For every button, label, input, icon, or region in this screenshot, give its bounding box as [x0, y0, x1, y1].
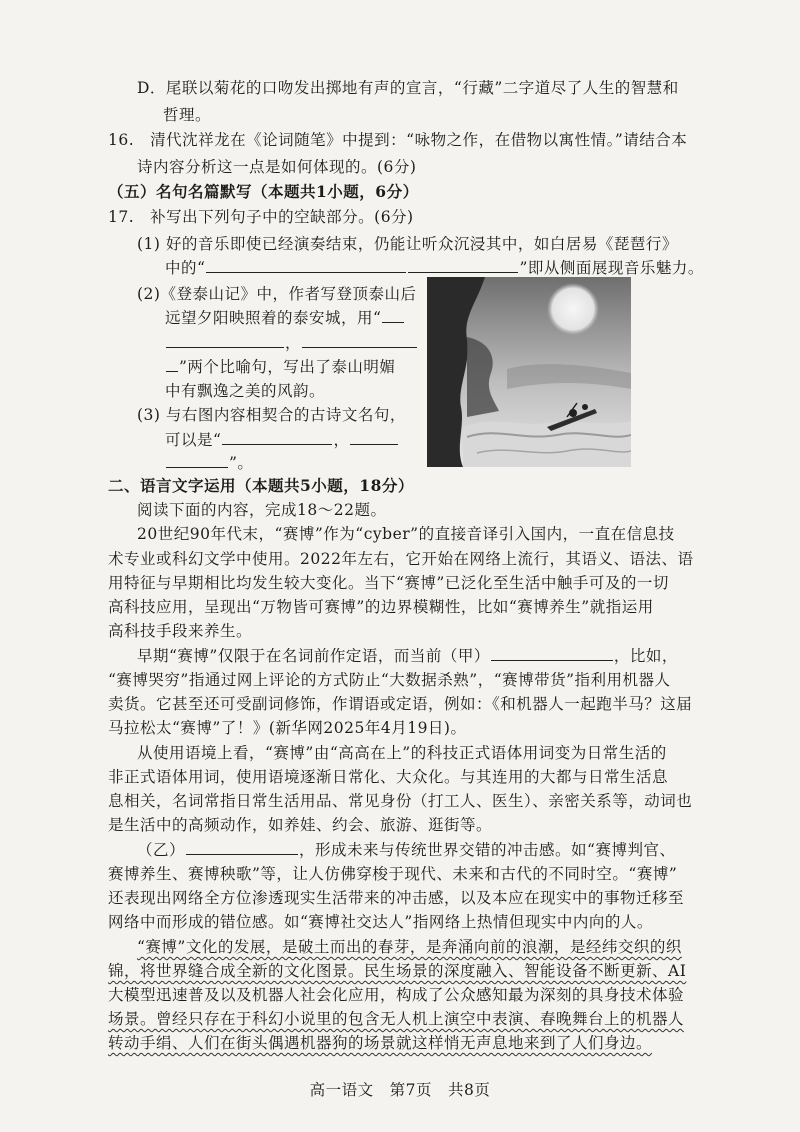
answer-blank-jia[interactable]: [491, 646, 613, 661]
page-footer: 高一语文 第7页 共8页: [309, 1081, 491, 1099]
paragraph-5-line-4: 场景。曾经只存在于科幻小说里的包含无人机上演空中表演、春晚舞台上的机器人: [108, 1010, 685, 1028]
option-d: D．尾联以菊花的口吻发出掷地有声的宣言，“行藏”二字道尽了人生的智慧和: [137, 79, 679, 97]
answer-blank[interactable]: [408, 258, 518, 273]
q17-item-3-cont2: ”。: [165, 453, 253, 473]
paragraph-4-line-2: 赛博养生、赛博秧歌”等，让人仿佛穿梭于现代、未来和古代的不同时空。“赛博”: [108, 865, 678, 883]
paragraph-2-line-2: “赛博哭穷”指通过网上评论的方式防止“大数据杀熟”，“赛博带货”指利用机器人: [108, 671, 671, 689]
paragraph-1-line-2: 术专业或科幻文学中使用。2022年左右，它开始在网络上流行，其语义、语法、语: [108, 550, 694, 568]
q17-item-2-cont2: ”两个比喻句，写出了泰山明媚: [165, 357, 395, 377]
section-2-heading: 二、语言文字运用（本题共5小题，18分）: [108, 476, 414, 495]
paragraph-2-line-4: 马拉松太“赛博”了！》(新华网2025年4月19日)。: [108, 719, 467, 737]
answer-blank[interactable]: [166, 333, 284, 348]
paragraph-3-line-2: 非正式语体用词，使用语境逐渐日常化、大众化。与其连用的大都与日常生活息: [108, 768, 669, 786]
answer-blank[interactable]: [206, 258, 406, 273]
paragraph-3-line-1: 从使用语境上看，“赛博”由“高高在上”的科技正式语体用词变为日常生活的: [137, 744, 667, 762]
section-5-heading: （五）名句名篇默写（本题共1小题，6分）: [108, 182, 419, 201]
answer-blank[interactable]: [350, 430, 398, 445]
landscape-painting: [427, 277, 631, 467]
option-d-cont: 哲理。: [163, 106, 212, 124]
question-16: 16. 清代沈祥龙在《论词随笔》中提到：“咏物之作，在借物以寓性情。”请结合本: [108, 131, 688, 149]
paragraph-1-line-3: 用特征与早期相比均发生较大变化。当下“赛博”已泛化至生活中触手可及的一切: [108, 574, 669, 592]
answer-blank[interactable]: [382, 308, 404, 323]
paragraph-2-line-1: 早期“赛博”仅限于在名词前作定语，而当前（甲） ，比如，: [137, 647, 678, 665]
paragraph-4-line-3: 还表现出网络全方位渗透现实生活带来的冲击感，以及本应在现实中的事物迁移至: [108, 889, 685, 907]
paragraph-3-line-4: 是生活中的高频动作，如养娃、约会、旅游、逛街等。: [108, 816, 493, 834]
answer-blank[interactable]: [302, 333, 417, 348]
answer-blank[interactable]: [166, 453, 228, 468]
q17-item-1: (1) 好的音乐即使已经演奏结束，仍能让听众沉浸其中，如白居易《琵琶行》: [137, 235, 678, 253]
paragraph-5-line-1: “赛博”文化的发展，是破土而出的春芽，是奔涌向前的浪潮，是经纬交织的织: [137, 938, 682, 956]
paragraph-3-line-3: 息相关，名词常指日常生活用品、常见身份（打工人、医生）、亲密关系等，动词也: [108, 792, 693, 810]
paragraph-4-line-1: （乙） ，形成未来与传统世界交错的冲击感。如“赛博判官、: [137, 841, 676, 859]
question-16-cont: 诗内容分析这一点是如何体现的。(6分): [137, 158, 417, 176]
q17-item-3-cont: 可以是“ ，: [165, 430, 399, 450]
paragraph-5-line-5: 转动手绢、人们在街头偶遇机器狗的场景就这样悄无声息地来到了人们身边。: [108, 1034, 653, 1052]
question-17: 17. 补写出下列句子中的空缺部分。(6分): [108, 208, 414, 226]
q17-item-2-blanks: ，: [165, 333, 418, 353]
paragraph-5-line-3: 大模型迅速普及以及机器人社会化应用，构成了公众感知最为深刻的具身技术体验: [108, 986, 685, 1004]
paragraph-5-line-2: 锦，将世界缝合成全新的文化图景。民生场景的深度融入、智能设备不断更新、AI: [108, 962, 687, 980]
q17-item-2: (2)《登泰山记》中，作者写登顶泰山后: [137, 285, 417, 303]
q17-item-2-cont: 远望夕阳映照着的泰安城，用“: [165, 308, 405, 328]
paragraph-2-line-3: 卖货。它甚至还可受副词修饰，作谓语或定语，例如：《和机器人一起跑半马？这届: [108, 695, 693, 713]
q17-item-3: (3) 与右图内容相契合的古诗文名句，: [137, 406, 406, 424]
paragraph-4-line-4: 网络中而形成的错位感。如“赛博社交达人”指网络上热情但现实中内向的人。: [108, 913, 653, 931]
q17-item-1-cont: 中的“ ”即从侧面展现音乐魅力。: [165, 259, 704, 277]
ink-painting-image: [427, 277, 631, 467]
paragraph-1-line-5: 高科技手段来养生。: [108, 622, 253, 640]
answer-blank-yi[interactable]: [186, 840, 298, 855]
q17-item-2-cont3: 中有飘逸之美的风韵。: [165, 382, 326, 400]
paragraph-1-line-1: 20世纪90年代末，“赛博”作为“cyber”的直接音译引入国内，一直在信息技: [137, 525, 675, 543]
answer-blank[interactable]: [222, 430, 332, 445]
paragraph-1-line-4: 高科技应用，呈现出“万物皆可赛博”的边界模糊性，比如“赛博养生”就指运用: [108, 598, 654, 616]
answer-blank[interactable]: [166, 357, 178, 372]
reading-instruction: 阅读下面的内容，完成18～22题。: [137, 501, 387, 519]
